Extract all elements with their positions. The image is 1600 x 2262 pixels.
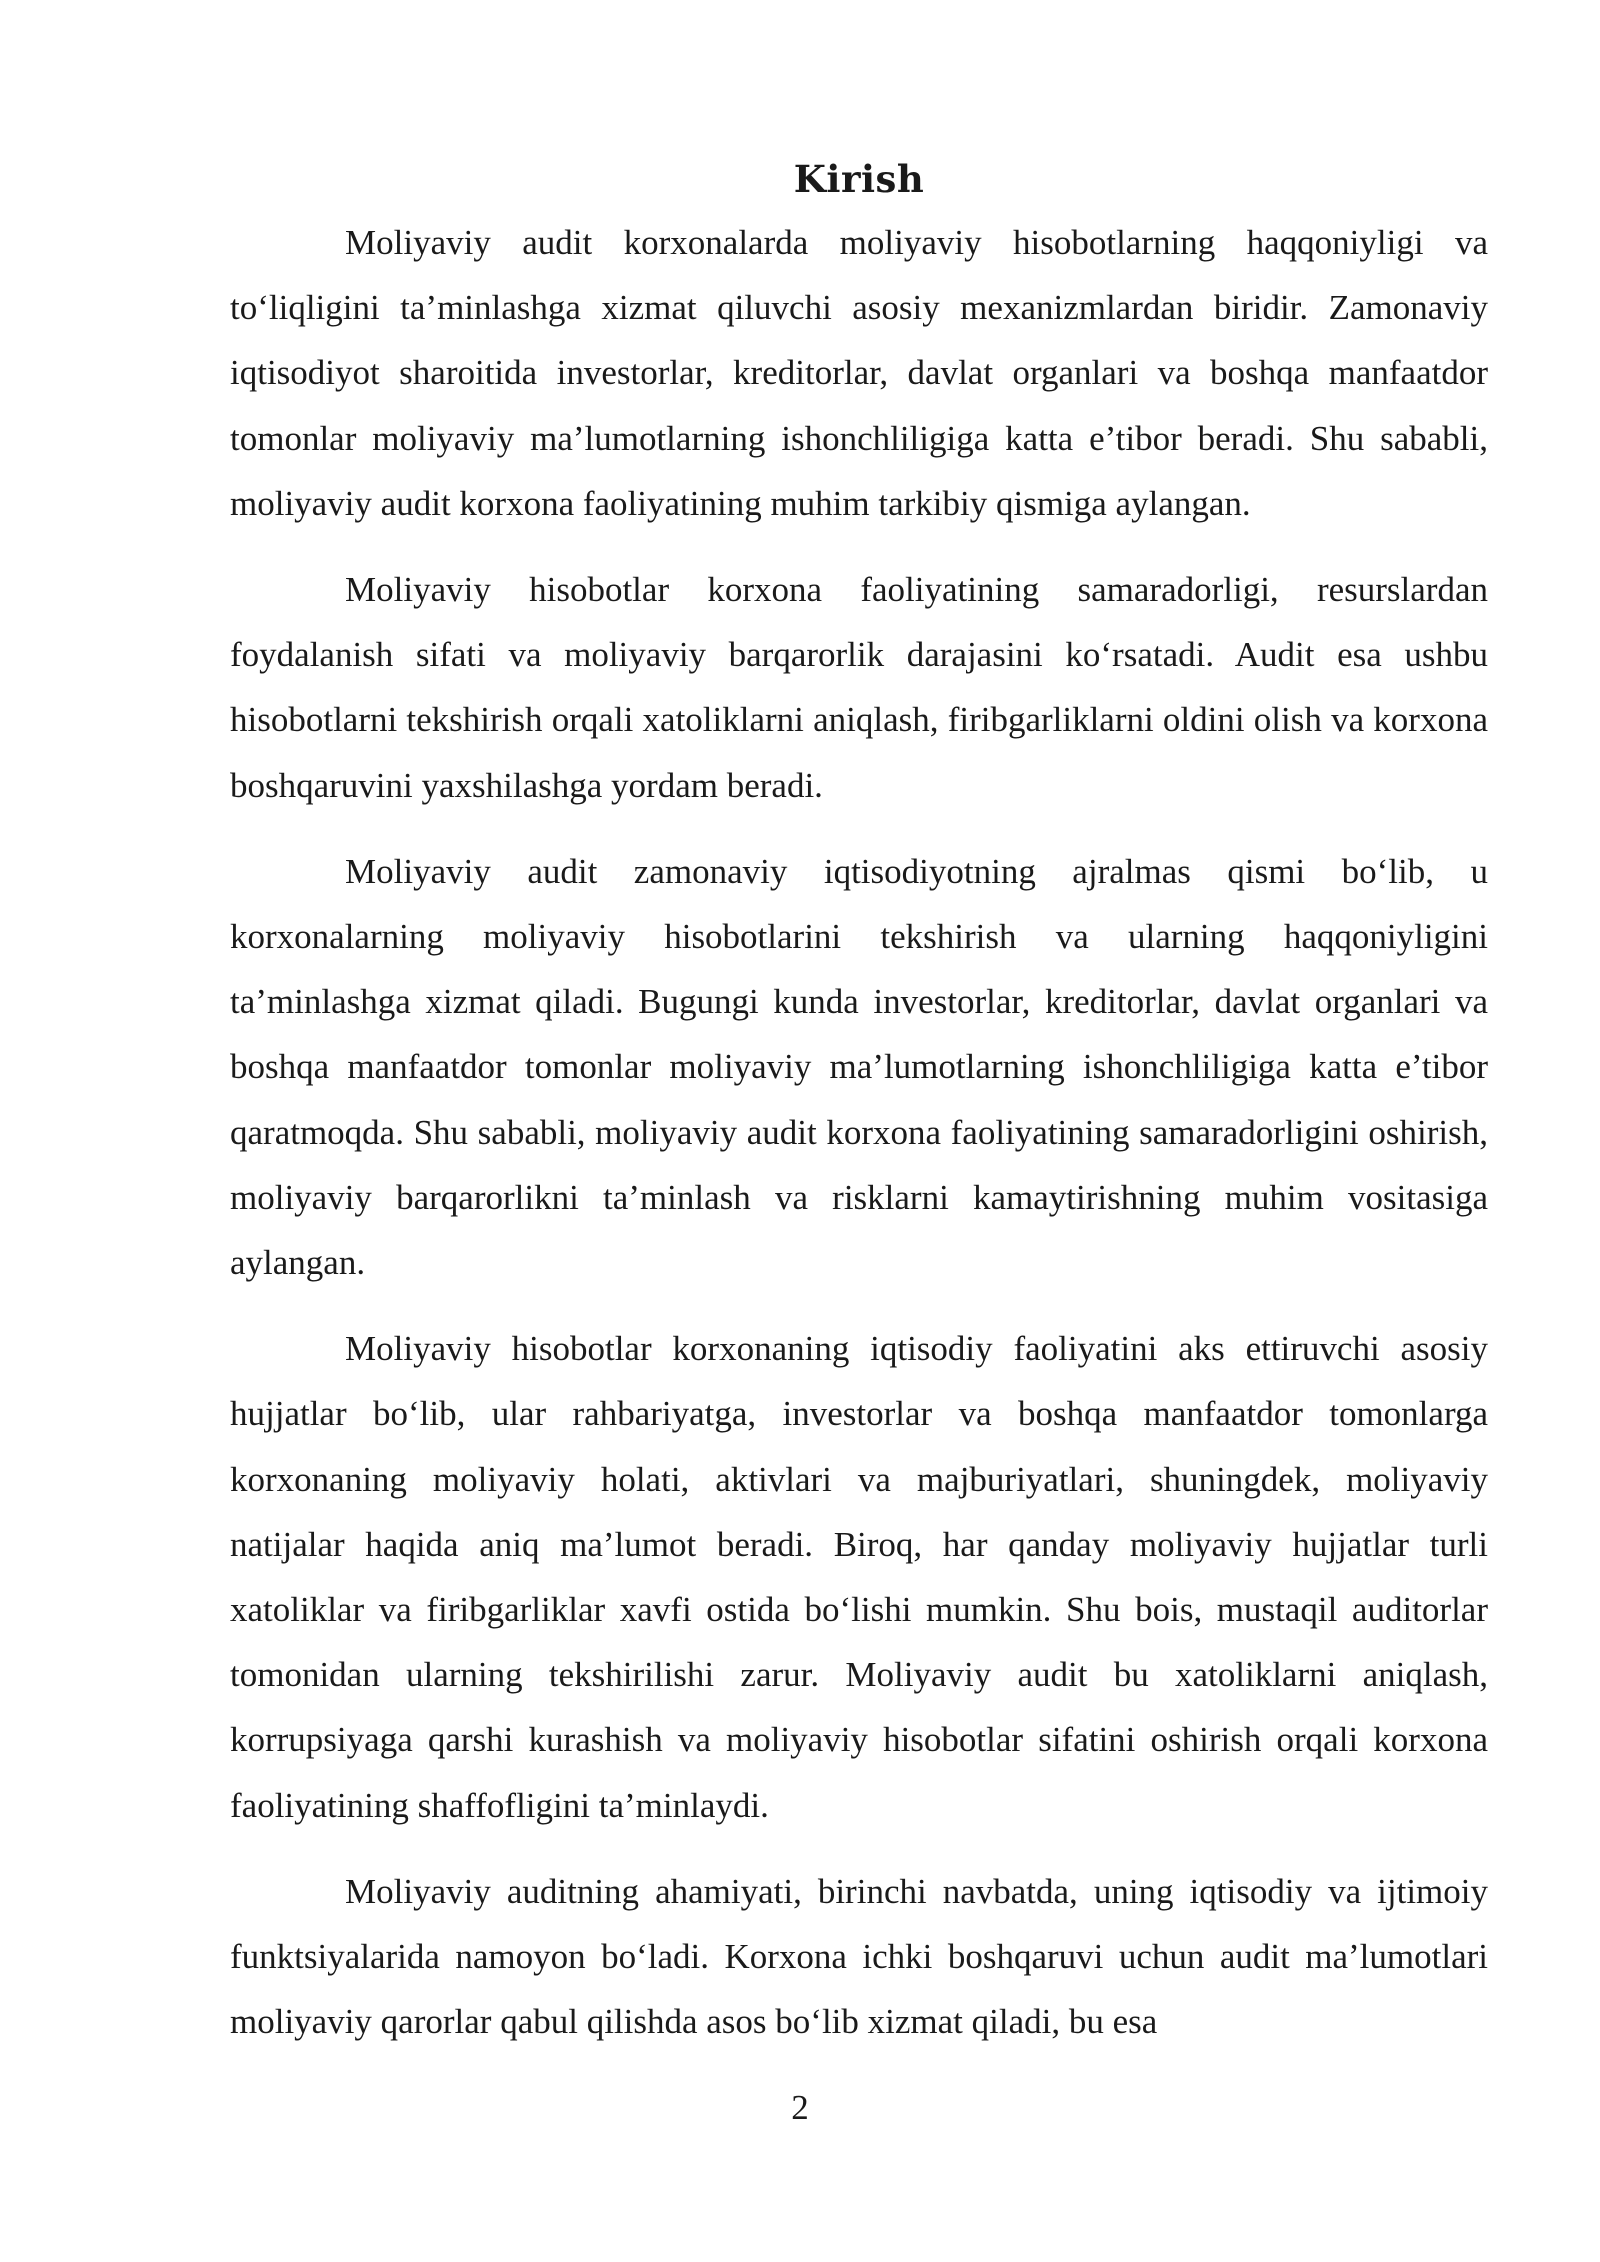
- paragraph-1: Moliyaviy audit korxonalarda moliyaviy hisobotlarning haqqoniyligi va to‘liqligini ta’minlashga xizmat qiluvchi asosiy mexanizmlardan biridir. Zamonaviy iqtisodiyot sharoitida investorlar, kreditorlar, davlat organlari va boshqa manfaatdor tomonlar moliyaviy ma’lumotlarning ishonchliligiga katta e’tibor beradi. Shu sababli, moliyaviy audit korxona faoliyatining muhim tarkibiy qismiga aylangan.: [230, 223, 1488, 523]
- page-number: 2: [791, 2088, 809, 2127]
- page-content: [230, 148, 1488, 2075]
- section-title: Kirish: [793, 157, 925, 201]
- paragraph-2: Moliyaviy hisobotlar korxona faoliyatining samaradorligi, resurslardan foydalanish sifati va moliyaviy barqarorlik darajasini ko‘rsatadi. Audit esa ushbu hisobotlarni tekshirish orqali xatoliklarni aniqlash, firibgarliklarni oldini olish va korxona boshqaruvini yaxshilashga yordam beradi.: [230, 570, 1488, 805]
- paragraph-5: Moliyaviy auditning ahamiyati, birinchi navbatda, uning iqtisodiy va ijtimoiy funktsiyalarida namoyon bo‘ladi. Korxona ichki boshqaruvi uchun audit ma’lumotlari moliyaviy qarorlar qabul qilishda asos bo‘lib xizmat qiladi, bu esa: [230, 1871, 1488, 2042]
- paragraph-3: Moliyaviy audit zamonaviy iqtisodiyotning ajralmas qismi bo‘lib, u korxonalarning moliyaviy hisobotlarini tekshirish va ularning haqqoniyligini ta’minlashga xizmat qiladi. Bugungi kunda investorlar, kreditorlar, davlat organlari va boshqa manfaatdor tomonlar moliyaviy ma’lumotlarning ishonchliligiga katta e’tibor qaratmoqda. Shu sababli, moliyaviy audit korxona faoliyatining samaradorligini oshirish, moliyaviy barqarorlikni ta’minlash va risklarni kamaytirishning muhim vositasiga aylangan.: [230, 851, 1488, 1283]
- paragraph-4: Moliyaviy hisobotlar korxonaning iqtisodiy faoliyatini aks ettiruvchi asosiy hujjatlar bo‘lib, ular rahbariyatga, investorlar va boshqa manfaatdor tomonlarga korxonaning moliyaviy holati, aktivlari va majburiyatlari, shuningdek, moliyaviy natijalar haqida aniq ma’lumot beradi. Biroq, har qanday moliyaviy hujjatlar turli xatoliklar va firibgarliklar xavfi ostida bo‘lishi mumkin. Shu bois, mustaqil auditorlar tomonidan ularning tekshirilishi zarur. Moliyaviy audit bu xatoliklarni aniqlash, korrupsiyaga qarshi kurashish va moliyaviy hisobotlar sifatini oshirish orqali korxona faoliyatining shaffofligini ta’minlaydi.: [230, 1329, 1488, 1825]
